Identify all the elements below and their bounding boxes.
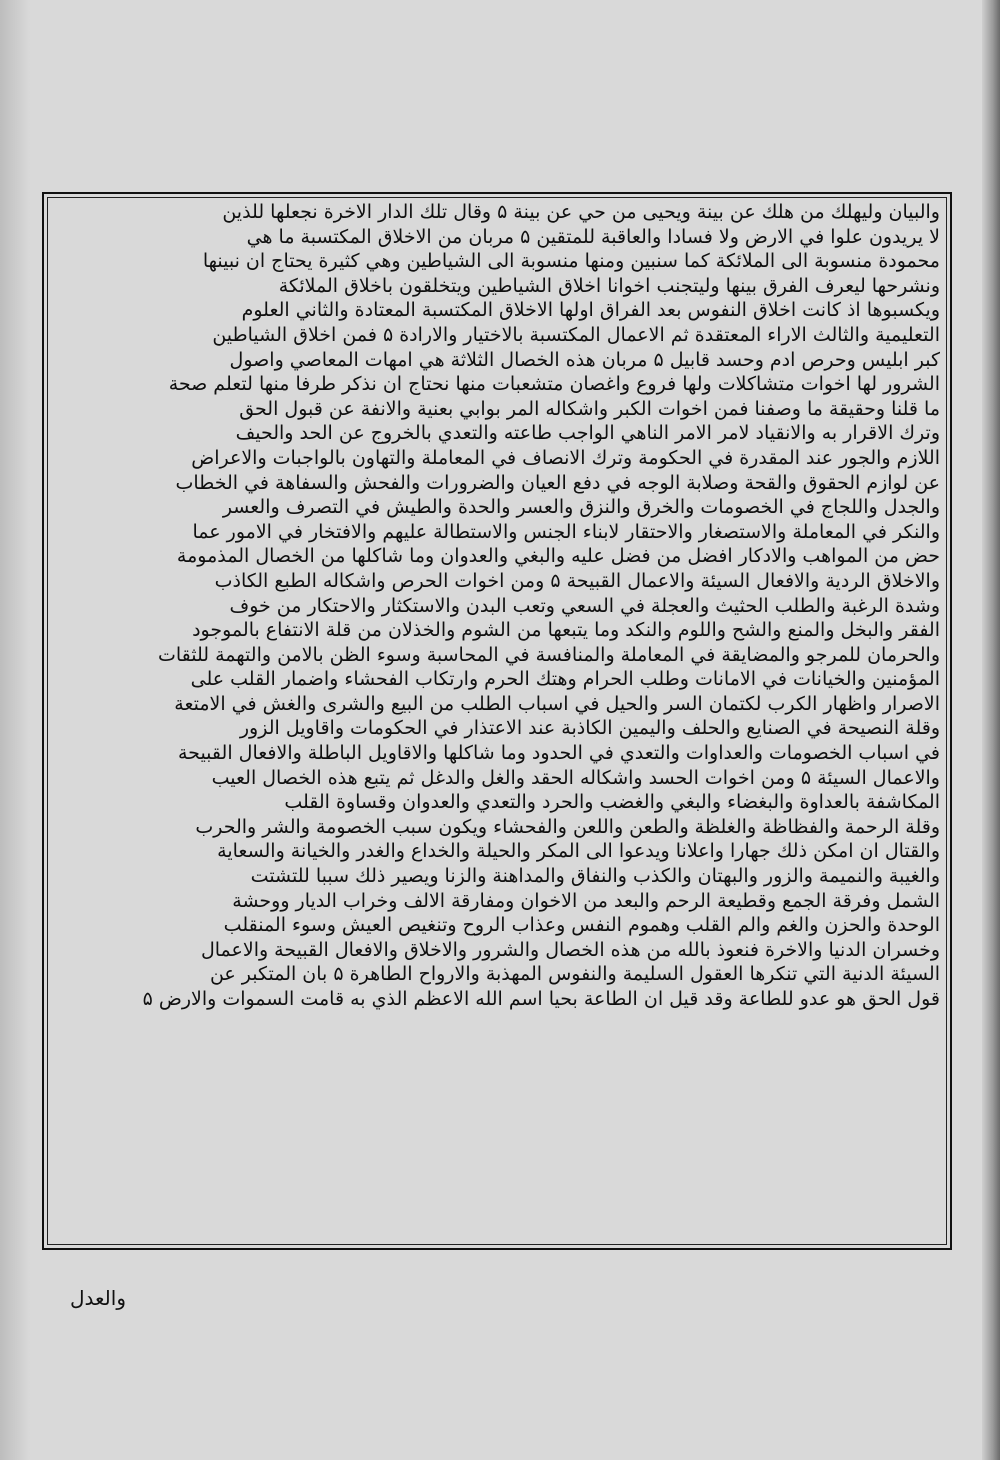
text-line: الفقر والبخل والمنع والشح واللوم والنكد وما يتبعها من الشوم والخذلان من قلة الانتفاع بالموجود (192, 619, 940, 642)
text-line: قول الحق هو عدو للطاعة وقد قيل ان الطاعة بحيا اسم الله الاعظم الذي به قامت السموات والارض ۵ (142, 988, 940, 1010)
text-line: كبر ابليس وحرص ادم وحسد قابيل ۵ مربان هذه الخصال الثلاثة هي امهات المعاصي واصول (229, 348, 940, 371)
text-line: المكاشفة بالعداوة والبغضاء والبغي والغضب والحرد والتعدي والعدوان وقساوة القلب (284, 791, 940, 814)
text-frame (42, 192, 952, 1250)
text-line: والغيبة والنميمة والزور والبهتان والكذب والنفاق والمداهنة والزنا ويصير ذلك سببا للتشتت (250, 865, 940, 888)
page-edge (982, 0, 1000, 1460)
gutter-shadow (0, 0, 30, 1460)
text-line: والقتال ان امكن ذلك جهارا واعلانا ويدعوا الى المكر والحيلة والخداع والغدر والخيانة والسعاية (217, 840, 940, 863)
text-line: ويكسبوها اذ كانت اخلاق النفوس بعد الفراق اولها الاخلاق المكتسبة المعتادة والثاني العلوم (241, 299, 940, 322)
text-line: الاصرار واظهار الكرب لكتمان السر والحيل في اسباب الطلب من البيع والشرى والغش في الامتعة (174, 692, 940, 715)
text-line: عن لوازم الحقوق والقحة وصلابة الوجه في دفع العيان والضرورات والفحش والسفاهة في الخطاب (175, 471, 940, 494)
text-line: وقلة النصيحة في الصنايع والحلف واليمين الكاذبة عند الاعتذار في الحكومات واقاويل الزور (239, 717, 940, 740)
text-line: محمودة منسوبة الى الملائكة كما سنبين ومنها منسوبة الى الشياطين وهي كثيرة يحتاج ان نبينها (202, 250, 940, 273)
text-line: الشمل وفرقة الجمع وقطيعة الرحم والبعد من الاخوان ومفارقة الالف وخراب الديار ووحشة (232, 889, 940, 912)
text-line: اللازم والجور عند المقدرة في الحكومة وترك الانصاف في المعاملة والتهاون بالواجبات والاعراض (191, 446, 940, 469)
text-line: التعليمية والثالث الاراء المعتقدة ثم الاعمال المكتسبة بالاختيار والارادة ۵ فمن اخلاق الشياطين (212, 323, 940, 346)
text-line: حض من المواهب والادكار افضل من فضل عليه والبغي والعدوان وما شاكلها من الخصال المذمومة (176, 545, 940, 568)
text-line: وترك الاقرار به والانقياد لامر الامر الناهي الواجب طاعته والتعدي بالخروج عن الحد والحيف (235, 422, 940, 445)
text-line: الوحدة والحزن والغم والم القلب وهموم النفس وعذاب الروح وتنغيص العيش وسوء المنقلب (223, 914, 940, 937)
text-line: وقلة الرحمة والفظاظة والغلظة والطعن واللعن والفحشاء ويكون سبب الخصومة والشر والحرب (195, 815, 940, 838)
main-text-block (54, 200, 940, 1242)
text-line: والجدل واللجاج في الخصومات والخرق والنزق والعسر والحدة والطيش في التصرف والعسر (222, 496, 940, 519)
text-line: والبيان وليهلك من هلك عن بينة ويحيى من حي عن بينة ۵ وقال تلك الدار الاخرة نجعلها للذين (222, 201, 940, 223)
text-line: في اسباب الخصومات والعداوات والتعدي في الحدود وما شاكلها والاقاويل الباطلة والافعال القبيحة (178, 742, 940, 765)
text-line: والاخلاق الردية والافعال السيئة والاعمال القبيحة ۵ ومن اخوات الحرص واشكاله الطبع الكاذب (214, 569, 940, 592)
text-line: والنكر في المعاملة والاستصغار والاحتقار لابناء الجنس والاستطالة عليهم والافتخار في الامور عما (192, 520, 940, 543)
text-line: والاعمال السيئة ۵ ومن اخوات الحسد واشكاله الحقد والغل والدغل ثم يتبع هذه الخصال العيب (211, 766, 940, 789)
text-line: لا يريدون علوا في الارض ولا فسادا والعاقبة للمتقين ۵ مربان من الاخلاق المكتسبة ما هي (246, 225, 940, 248)
text-line: والحرمان للمرجو والمضايقة في المعاملة والمنافسة في المحاسبة وسوء الظن بالامن والتهمة للثقات (157, 643, 940, 666)
text-line: ونشرحها ليعرف الفرق بينها وليتجنب اخوانا اخلاق الشياطين ويتخلقون باخلاق الملائكة (278, 274, 940, 297)
text-line: السيئة الدنية التي تنكرها العقول السليمة والنفوس المهذبة والارواح الطاهرة ۵ بان المتكبر عن (209, 963, 940, 986)
text-line: وخسران الدنيا والاخرة فنعوذ بالله من هذه الخصال والشرور والاخلاق والافعال القبيحة والاعمال (200, 938, 940, 961)
catchword: والعدل (70, 1286, 126, 1310)
text-line: المؤمنين والخيانات في الامانات وطلب الحرام وهتك الحرم وارتكاب الفحشاء واضمار القلب على (190, 668, 940, 691)
text-line: وشدة الرغبة والطلب الحثيث والعجلة في السعي وتعب البدن والاستكثار والاحتكار من خوف (229, 594, 940, 617)
text-line: ما قلنا وحقيقة ما وصفنا فمن اخوات الكبر واشكاله المر بوابي بعنية والانفة عن قبول الحق (239, 397, 940, 420)
text-line: الشرور لها اخوات متشاكلات ولها فروع واغصان متشعبات منها نحتاج ان نذكر طرفا منها لتعلم صحة (168, 373, 940, 396)
